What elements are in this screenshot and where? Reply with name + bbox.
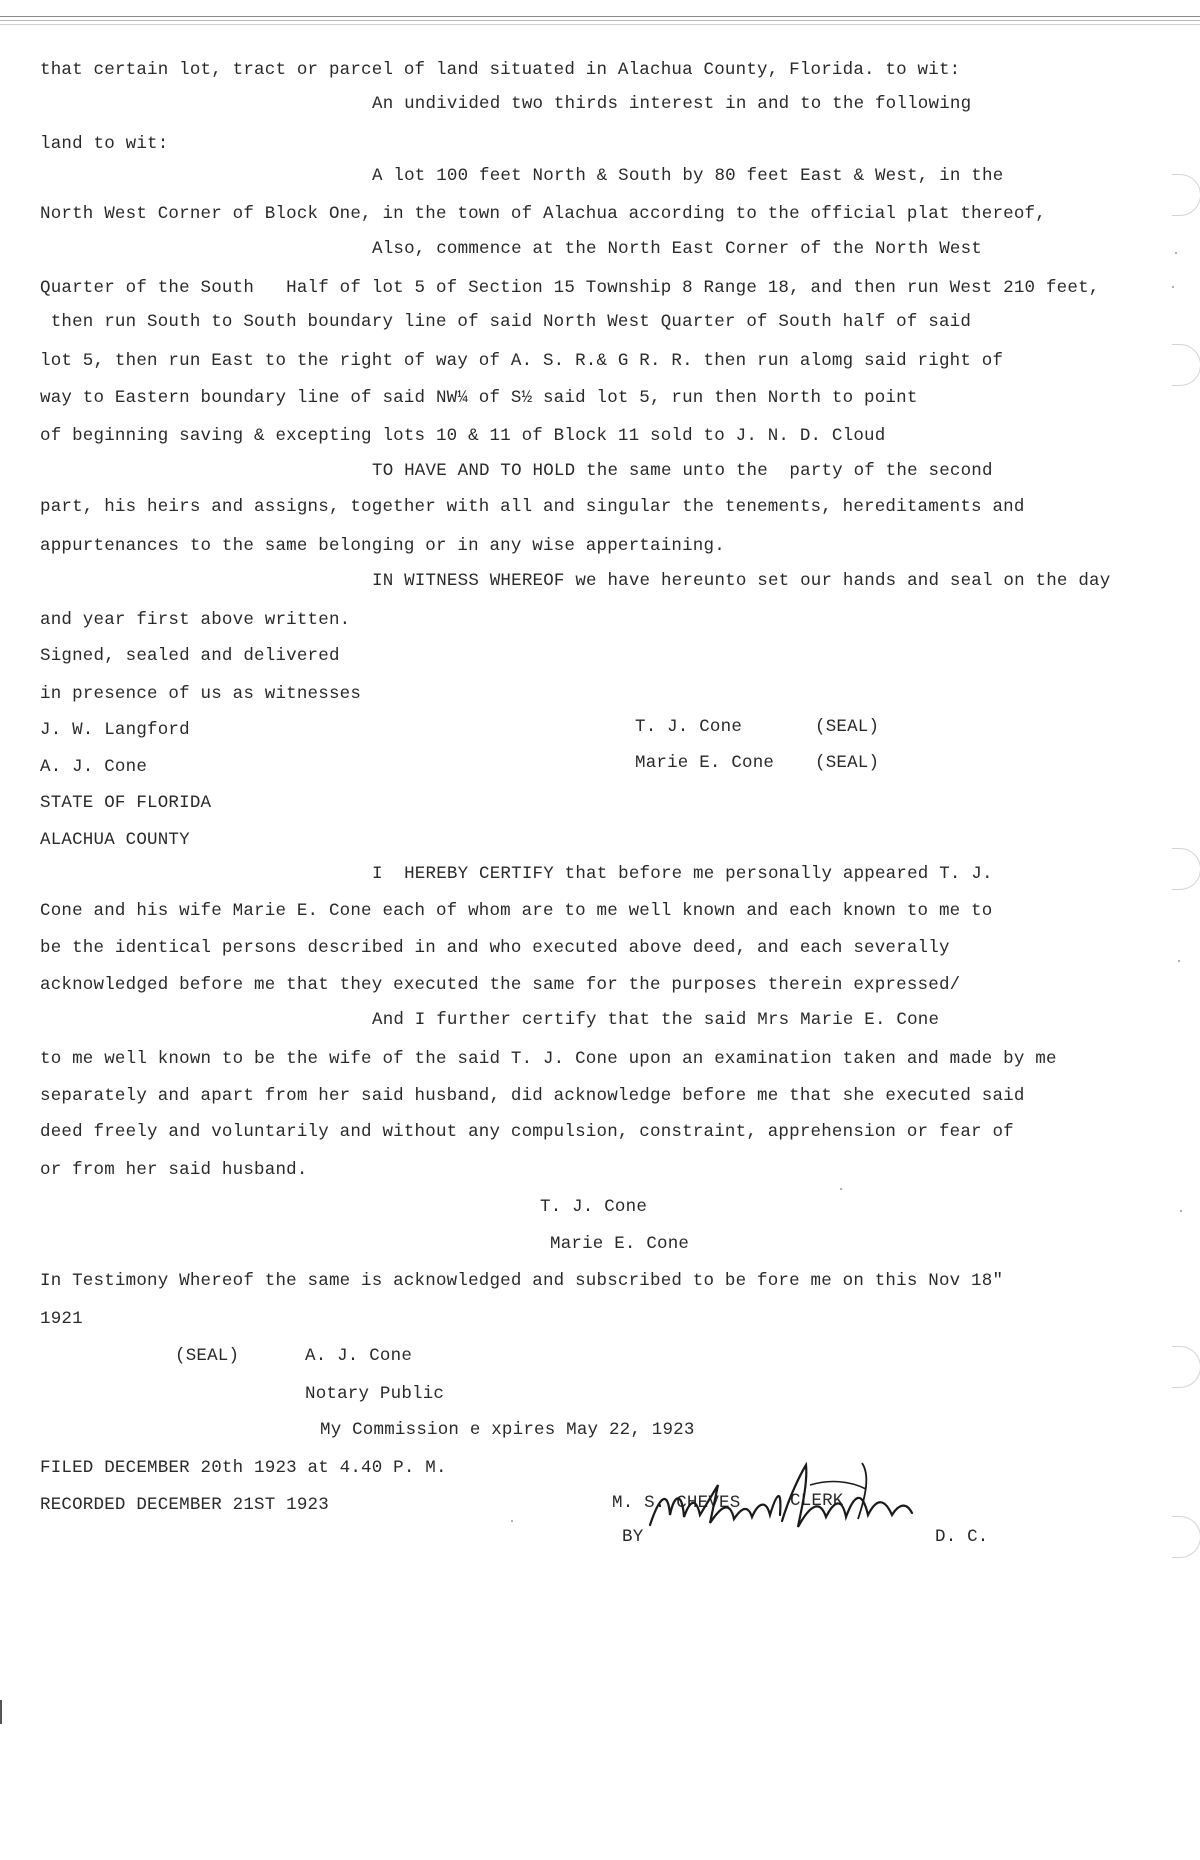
deed-text-line: deed freely and voluntarily and without any compulsion, constraint, apprehension or fear of — [40, 1122, 1014, 1142]
deed-text-line: Cone and his wife Marie E. Cone each of whom are to me well known and each known to me to — [40, 901, 993, 921]
deed-text-line: acknowledged before me that they executed the same for the purposes therein expressed/ — [40, 975, 961, 995]
deed-text-line: And I further certify that the said Mrs Marie E. Cone — [372, 1010, 940, 1030]
deed-text-line: ALACHUA COUNTY — [40, 830, 190, 850]
seal-mark: (SEAL) — [815, 717, 880, 737]
deed-text-line: lot 5, then run East to the right of way of A. S. R.& G R. R. then run alomg said right of — [40, 351, 1004, 371]
binder-hole — [1172, 344, 1200, 386]
witness-name: J. W. Langford — [40, 720, 190, 740]
top-rule — [0, 16, 1200, 17]
deed-text-line: Also, commence at the North East Corner of the North West — [372, 239, 982, 259]
deputy-clerk-label: D. C. — [935, 1527, 989, 1547]
deed-text-line: of beginning saving & excepting lots 10 & 11 of Block 11 sold to J. N. D. Cloud — [40, 426, 886, 446]
deed-text-line: land to wit: — [40, 134, 169, 154]
commission-expiry: My Commission e xpires May 22, 1923 — [320, 1420, 695, 1440]
recorded-date: RECORDED DECEMBER 21ST 1923 — [40, 1495, 329, 1515]
clerk-title: CLERK — [790, 1491, 844, 1511]
binder-hole — [1172, 1346, 1200, 1388]
deed-text-line: part, his heirs and assigns, together with all and singular the tenements, hereditaments and — [40, 497, 1025, 517]
deed-text-line: and year first above written. — [40, 610, 351, 630]
deed-text-line: A lot 100 feet North & South by 80 feet East & West, in the — [372, 166, 1004, 186]
deed-text-line: that certain lot, tract or parcel of land situated in Alachua County, Florida. to wit: — [40, 60, 961, 80]
grantor-signature-name: T. J. Cone — [635, 717, 743, 737]
deed-text-line: in presence of us as witnesses — [40, 684, 362, 704]
deed-text-line: appurtenances to the same belonging or in any wise appertaining. — [40, 536, 725, 556]
deed-text-line: I HEREBY CERTIFY that before me personally appeared T. J. — [372, 864, 993, 884]
handwritten-signature — [630, 1455, 920, 1545]
by-label: BY — [622, 1527, 644, 1547]
witness-name: A. J. Cone — [40, 757, 148, 777]
binder-hole — [1172, 1516, 1200, 1558]
deed-text-line: IN WITNESS WHEREOF we have hereunto set our hands and seal on the day — [372, 571, 1111, 591]
binder-hole — [1172, 848, 1200, 890]
filed-date: FILED DECEMBER 20th 1923 at 4.40 P. M. — [40, 1458, 447, 1478]
clerk-name: M. S. CHEVES — [612, 1493, 741, 1513]
acknowledger-name: T. J. Cone — [540, 1197, 648, 1217]
seal-mark: (SEAL) — [815, 753, 880, 773]
notary-name: A. J. Cone — [305, 1346, 413, 1366]
deed-text-line: be the identical persons described in and who executed above deed, and each severally — [40, 938, 950, 958]
acknowledger-name: Marie E. Cone — [550, 1234, 690, 1254]
deed-text-line: TO HAVE AND TO HOLD the same unto the party of the second — [372, 461, 993, 481]
edge-mark — [0, 1700, 2, 1724]
deed-text-line: An undivided two thirds interest in and to the following — [372, 94, 972, 114]
deed-text-line: then run South to South boundary line of said North West Quarter of South half of said — [40, 312, 972, 332]
deed-text-line: separately and apart from her said husband, did acknowledge before me that she executed said — [40, 1086, 1025, 1106]
deed-text-line: or from her said husband. — [40, 1160, 308, 1180]
deed-text-line: Signed, sealed and delivered — [40, 646, 340, 666]
deed-text-line: Quarter of the South Half of lot 5 of Section 15 Township 8 Range 18, and then run West 210 feet, — [40, 278, 1100, 298]
notary-seal-mark: (SEAL) — [175, 1346, 240, 1366]
grantor-signature-name: Marie E. Cone — [635, 753, 775, 773]
deed-text-line: way to Eastern boundary line of said NW¼ of S½ said lot 5, run then North to point — [40, 388, 918, 408]
deed-text-line: to me well known to be the wife of the said T. J. Cone upon an examination taken and made by me — [40, 1049, 1057, 1069]
top-rule — [0, 20, 1200, 21]
deed-text-line: North West Corner of Block One, in the town of Alachua according to the official plat thereof, — [40, 204, 1046, 224]
deed-text-line: 1921 — [40, 1309, 83, 1329]
notary-title: Notary Public — [305, 1384, 445, 1404]
deed-text-line: In Testimony Whereof the same is acknowledged and subscribed to be fore me on this Nov 18" — [40, 1271, 1004, 1291]
binder-hole — [1172, 174, 1200, 216]
top-rule — [0, 24, 1200, 25]
deed-text-line: STATE OF FLORIDA — [40, 793, 212, 813]
